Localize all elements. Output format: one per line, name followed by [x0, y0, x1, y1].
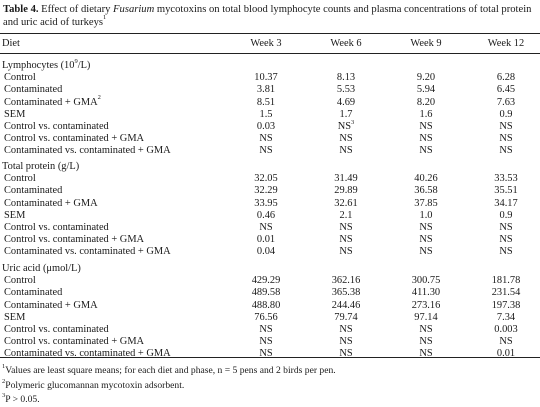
- footnote-text: P > 0.05.: [5, 394, 40, 405]
- cell-sup: 3: [351, 118, 355, 126]
- cell-value: NS: [499, 222, 513, 233]
- table-cell: [316, 120, 376, 133]
- table-cell: [236, 286, 296, 299]
- caption-text-1: Effect of dietary: [38, 4, 114, 15]
- cell-value: NS: [419, 324, 433, 335]
- cell-value: NS: [259, 348, 273, 360]
- cell-value: 181.78: [491, 275, 521, 287]
- row-label: [4, 335, 144, 348]
- cell-value: 0.46: [256, 209, 276, 221]
- header-week-6: Week 6: [330, 38, 362, 49]
- table-cell: [396, 299, 456, 312]
- cell-value: NS: [419, 145, 433, 157]
- cell-value: 2.1: [339, 209, 353, 221]
- row-label: [4, 299, 98, 312]
- table-cell: [476, 132, 536, 145]
- section-title-row: [0, 262, 540, 275]
- cell-value: 0.03: [256, 121, 276, 132]
- section-title-sup: 9: [74, 57, 78, 65]
- table-cell: [236, 96, 296, 109]
- table-cell: [396, 221, 456, 234]
- cell-value: NS: [339, 145, 353, 157]
- table-row: [0, 347, 540, 360]
- table-cell: [316, 132, 376, 145]
- row-label-sup: 2: [97, 94, 101, 102]
- table-cell: [476, 286, 536, 299]
- row-label-text: Control vs. contaminated: [4, 222, 109, 233]
- row-label-text: Contaminated + GMA: [4, 96, 98, 108]
- table-row: [0, 299, 540, 312]
- footnote-text: Polymeric glucomannan mycotoxin adsorbent.: [5, 380, 185, 391]
- cell-value: 244.46: [331, 299, 361, 311]
- row-label: [4, 96, 101, 109]
- table-label: Table 4.: [3, 4, 39, 15]
- table-cell: [396, 197, 456, 210]
- table-cell: [236, 108, 296, 121]
- cell-value: 1.5: [259, 108, 273, 120]
- table-cell: [396, 184, 456, 197]
- table-cell: [396, 120, 456, 133]
- header-diet: Diet: [2, 38, 20, 49]
- table-cell: [396, 347, 456, 360]
- cell-value: 10.37: [254, 72, 278, 84]
- cell-value: NS: [499, 234, 513, 246]
- table-row: [0, 83, 540, 96]
- cell-value: NS: [339, 234, 353, 246]
- header-week-9: Week 9: [410, 38, 442, 49]
- row-label: [4, 120, 109, 133]
- cell-value: 33.53: [494, 173, 518, 185]
- cell-value: 3.81: [256, 84, 276, 96]
- table-cell: [316, 274, 376, 287]
- cell-value: 34.17: [494, 197, 518, 209]
- section-title-row: [0, 59, 540, 72]
- footnote-mark: 3: [2, 391, 6, 399]
- table-cell: [316, 108, 376, 121]
- table-cell: [396, 335, 456, 348]
- table-cell: [476, 120, 536, 133]
- cell-value: NS: [419, 121, 433, 132]
- caption-text-2: mycotoxins on total blood lymphocyte counts and plasma concentrations of total protein and uric acid of turkeys: [3, 4, 532, 28]
- cell-value: NS: [419, 222, 433, 233]
- cell-value: 0.9: [499, 209, 513, 221]
- cell-value: NS: [259, 324, 273, 335]
- cell-value: 7.63: [496, 96, 516, 108]
- cell-value: 32.61: [334, 197, 358, 209]
- table-cell: [396, 311, 456, 324]
- table-cell: [396, 108, 456, 121]
- table-cell: [396, 132, 456, 145]
- table-cell: [396, 274, 456, 287]
- table-caption: [3, 3, 537, 29]
- row-label-text: Control vs. contaminated + GMA: [4, 336, 145, 348]
- table-row: [0, 132, 540, 145]
- table-cell: [396, 245, 456, 258]
- table-cell: [476, 274, 536, 287]
- table-cell: [476, 311, 536, 324]
- table-row: [0, 184, 540, 197]
- table-cell: [316, 184, 376, 197]
- row-label: [4, 286, 62, 299]
- table-cell: [236, 245, 296, 258]
- table-cell: [476, 347, 536, 360]
- row-label: [4, 245, 171, 258]
- row-label-text: SEM: [4, 311, 26, 323]
- table-cell: [396, 96, 456, 109]
- top-rule: [0, 33, 540, 34]
- table-cell: [316, 323, 376, 336]
- header-rule: [0, 53, 540, 54]
- cell-value: NS: [339, 348, 353, 360]
- table-row: [0, 245, 540, 258]
- cell-value: 0.003: [494, 324, 518, 335]
- table-cell: [476, 172, 536, 185]
- cell-value: 6.28: [496, 72, 516, 84]
- header-week-12: Week 12: [487, 38, 525, 49]
- row-label-text: Contaminated + GMA: [4, 197, 98, 209]
- row-label-text: Control: [4, 173, 36, 185]
- table-cell: [316, 197, 376, 210]
- footnote: [2, 362, 538, 377]
- row-label-text: Contaminated vs. contaminated + GMA: [4, 348, 171, 360]
- footnote: [2, 391, 538, 406]
- row-label: [4, 132, 144, 145]
- cell-value: 40.26: [414, 173, 438, 185]
- row-label-text: Control vs. contaminated: [4, 121, 109, 132]
- cell-value: 35.51: [494, 185, 518, 197]
- row-label: [4, 144, 171, 157]
- table-cell: [316, 233, 376, 246]
- section-title-row: [0, 160, 540, 173]
- table-cell: [236, 299, 296, 312]
- cell-value: 32.29: [254, 185, 278, 197]
- header-week-3: Week 3: [250, 38, 282, 49]
- table-cell: [316, 209, 376, 222]
- cell-value: NS: [337, 121, 352, 132]
- table-cell: [316, 144, 376, 157]
- table-cell: [476, 323, 536, 336]
- table-row: [0, 209, 540, 222]
- table-cell: [396, 71, 456, 84]
- cell-value: 273.16: [411, 299, 441, 311]
- cell-value: NS: [339, 246, 353, 258]
- table-row: [0, 335, 540, 348]
- table-cell: [236, 132, 296, 145]
- cell-value: NS: [339, 336, 353, 348]
- row-label: [4, 274, 36, 287]
- table-row: [0, 286, 540, 299]
- row-label-text: Control vs. contaminated + GMA: [4, 234, 145, 246]
- footnote-mark: 1: [2, 362, 6, 370]
- footnote: [2, 377, 538, 392]
- table-cell: [396, 233, 456, 246]
- row-label-text: Contaminated: [4, 84, 63, 96]
- table-cell: [236, 221, 296, 234]
- table-cell: [236, 83, 296, 96]
- table-cell: [396, 172, 456, 185]
- table-row: [0, 311, 540, 324]
- table-cell: [236, 144, 296, 157]
- cell-value: NS: [259, 336, 273, 348]
- cell-value: NS: [339, 222, 353, 233]
- cell-value: NS: [499, 246, 513, 258]
- row-label-text: Contaminated + GMA: [4, 299, 98, 311]
- cell-value: 4.69: [336, 96, 356, 108]
- section-title-text: Lymphocytes (10: [2, 60, 75, 71]
- table-cell: [236, 172, 296, 185]
- table-cell: [236, 197, 296, 210]
- cell-value: 488.80: [251, 299, 281, 311]
- table-row: [0, 108, 540, 121]
- cell-value: NS: [499, 133, 513, 145]
- cell-value: 411.30: [411, 287, 441, 299]
- section-title-text: Uric acid (μmol/L): [2, 263, 81, 274]
- row-label: [4, 323, 109, 336]
- cell-value: 76.56: [254, 311, 278, 323]
- section-title: [2, 160, 79, 173]
- footnote-mark: 2: [2, 377, 6, 385]
- row-label: [4, 347, 171, 360]
- table-cell: [316, 311, 376, 324]
- table-cell: [236, 323, 296, 336]
- cell-value: 36.58: [414, 185, 438, 197]
- table-cell: [236, 120, 296, 133]
- cell-value: NS: [419, 246, 433, 258]
- table-row: [0, 274, 540, 287]
- table-cell: [236, 209, 296, 222]
- caption-footnote-mark: 1: [103, 14, 107, 22]
- cell-value: 362.16: [331, 275, 361, 287]
- table-row: [0, 96, 540, 109]
- table-cell: [236, 347, 296, 360]
- section-title: [2, 59, 90, 72]
- cell-value: NS: [419, 348, 433, 360]
- table-cell: [316, 83, 376, 96]
- table-cell: [396, 323, 456, 336]
- table-cell: [316, 96, 376, 109]
- table-cell: [316, 221, 376, 234]
- table-row: [0, 221, 540, 234]
- table-cell: [236, 71, 296, 84]
- row-label: [4, 172, 36, 185]
- cell-value: 8.13: [336, 72, 356, 84]
- cell-value: NS: [499, 121, 513, 132]
- caption-italic: Fusarium: [113, 4, 155, 15]
- row-label-text: Control: [4, 72, 36, 84]
- section-title-end: /L): [77, 60, 91, 71]
- cell-value: 6.45: [496, 84, 516, 96]
- row-label: [4, 233, 144, 246]
- bottom-rule: [0, 357, 540, 358]
- table-cell: [236, 184, 296, 197]
- cell-value: 0.01: [256, 234, 276, 246]
- section-title-text: Total protein (g/L): [2, 161, 80, 172]
- table-cell: [476, 299, 536, 312]
- table-cell: [236, 311, 296, 324]
- table-cell: [396, 209, 456, 222]
- cell-value: NS: [339, 133, 353, 145]
- table-cell: [476, 96, 536, 109]
- table-cell: [316, 245, 376, 258]
- table-row: [0, 71, 540, 84]
- cell-value: 33.95: [254, 197, 278, 209]
- table-cell: [476, 233, 536, 246]
- row-label-text: Contaminated vs. contaminated + GMA: [4, 246, 171, 258]
- cell-value: 0.04: [256, 246, 276, 258]
- cell-value: 31.49: [334, 173, 358, 185]
- cell-value: 1.0: [419, 209, 433, 221]
- cell-value: 32.05: [254, 173, 278, 185]
- cell-value: 0.01: [496, 348, 516, 360]
- cell-value: 97.14: [414, 311, 438, 323]
- cell-value: 197.38: [491, 299, 521, 311]
- cell-value: 231.54: [491, 287, 521, 299]
- cell-value: 5.94: [416, 84, 436, 96]
- cell-value: 1.7: [339, 108, 353, 120]
- table-cell: [396, 83, 456, 96]
- footnote-text: Values are least square means; for each diet and phase, n = 5 pens and 2 birds per pen.: [5, 365, 336, 376]
- cell-value: 489.58: [251, 287, 281, 299]
- table-cell: [476, 144, 536, 157]
- section-title: [2, 262, 81, 275]
- row-label-text: Contaminated: [4, 185, 63, 197]
- row-label: [4, 108, 25, 121]
- row-label: [4, 311, 25, 324]
- cell-value: NS: [339, 324, 353, 335]
- row-label-text: Control vs. contaminated + GMA: [4, 133, 145, 145]
- cell-value: NS: [419, 234, 433, 246]
- table-cell: [476, 209, 536, 222]
- table-cell: [316, 347, 376, 360]
- cell-value: NS: [419, 133, 433, 145]
- table-cell: [396, 144, 456, 157]
- table-cell: [316, 71, 376, 84]
- table-cell: [476, 335, 536, 348]
- cell-value: 8.51: [256, 96, 276, 108]
- cell-value: NS: [499, 145, 513, 157]
- table-cell: [316, 172, 376, 185]
- table-cell: [236, 274, 296, 287]
- table-row: [0, 197, 540, 210]
- table-cell: [316, 286, 376, 299]
- row-label: [4, 71, 36, 84]
- cell-value: NS: [259, 222, 273, 233]
- cell-value: 37.85: [414, 197, 438, 209]
- row-label: [4, 184, 62, 197]
- table-row: [0, 144, 540, 157]
- row-label: [4, 221, 109, 234]
- table-cell: [476, 184, 536, 197]
- row-label-text: Contaminated vs. contaminated + GMA: [4, 145, 171, 157]
- table-cell: [316, 299, 376, 312]
- table-cell: [476, 83, 536, 96]
- row-label-text: Control vs. contaminated: [4, 324, 109, 335]
- table-cell: [236, 335, 296, 348]
- cell-value: 79.74: [334, 311, 358, 323]
- row-label: [4, 197, 98, 210]
- table-cell: [476, 221, 536, 234]
- table-row: [0, 233, 540, 246]
- cell-value: 365.38: [331, 287, 361, 299]
- row-label: [4, 83, 62, 96]
- cell-value: 1.6: [419, 108, 433, 120]
- cell-value: NS: [499, 336, 513, 348]
- table-row: [0, 120, 540, 133]
- cell-value: 300.75: [411, 275, 441, 287]
- cell-value: 0.9: [499, 108, 513, 120]
- table-cell: [476, 197, 536, 210]
- table-cell: [236, 233, 296, 246]
- header-row: [0, 37, 540, 50]
- table-cell: [476, 71, 536, 84]
- cell-value: 429.29: [251, 275, 281, 287]
- table-row: [0, 172, 540, 185]
- table-row: [0, 323, 540, 336]
- cell-value: 7.34: [496, 311, 516, 323]
- cell-value: 29.89: [334, 185, 358, 197]
- table-cell: [316, 335, 376, 348]
- cell-value: NS: [259, 145, 273, 157]
- table-cell: [476, 245, 536, 258]
- row-label-text: Contaminated: [4, 287, 63, 299]
- table-cell: [396, 286, 456, 299]
- cell-value: NS: [259, 133, 273, 145]
- cell-value: NS: [419, 336, 433, 348]
- table-cell: [476, 108, 536, 121]
- cell-value: 8.20: [416, 96, 436, 108]
- row-label-text: SEM: [4, 209, 26, 221]
- row-label-text: SEM: [4, 108, 26, 120]
- cell-value: 5.53: [336, 84, 356, 96]
- cell-value: 9.20: [416, 72, 436, 84]
- row-label: [4, 209, 25, 222]
- row-label-text: Control: [4, 275, 36, 287]
